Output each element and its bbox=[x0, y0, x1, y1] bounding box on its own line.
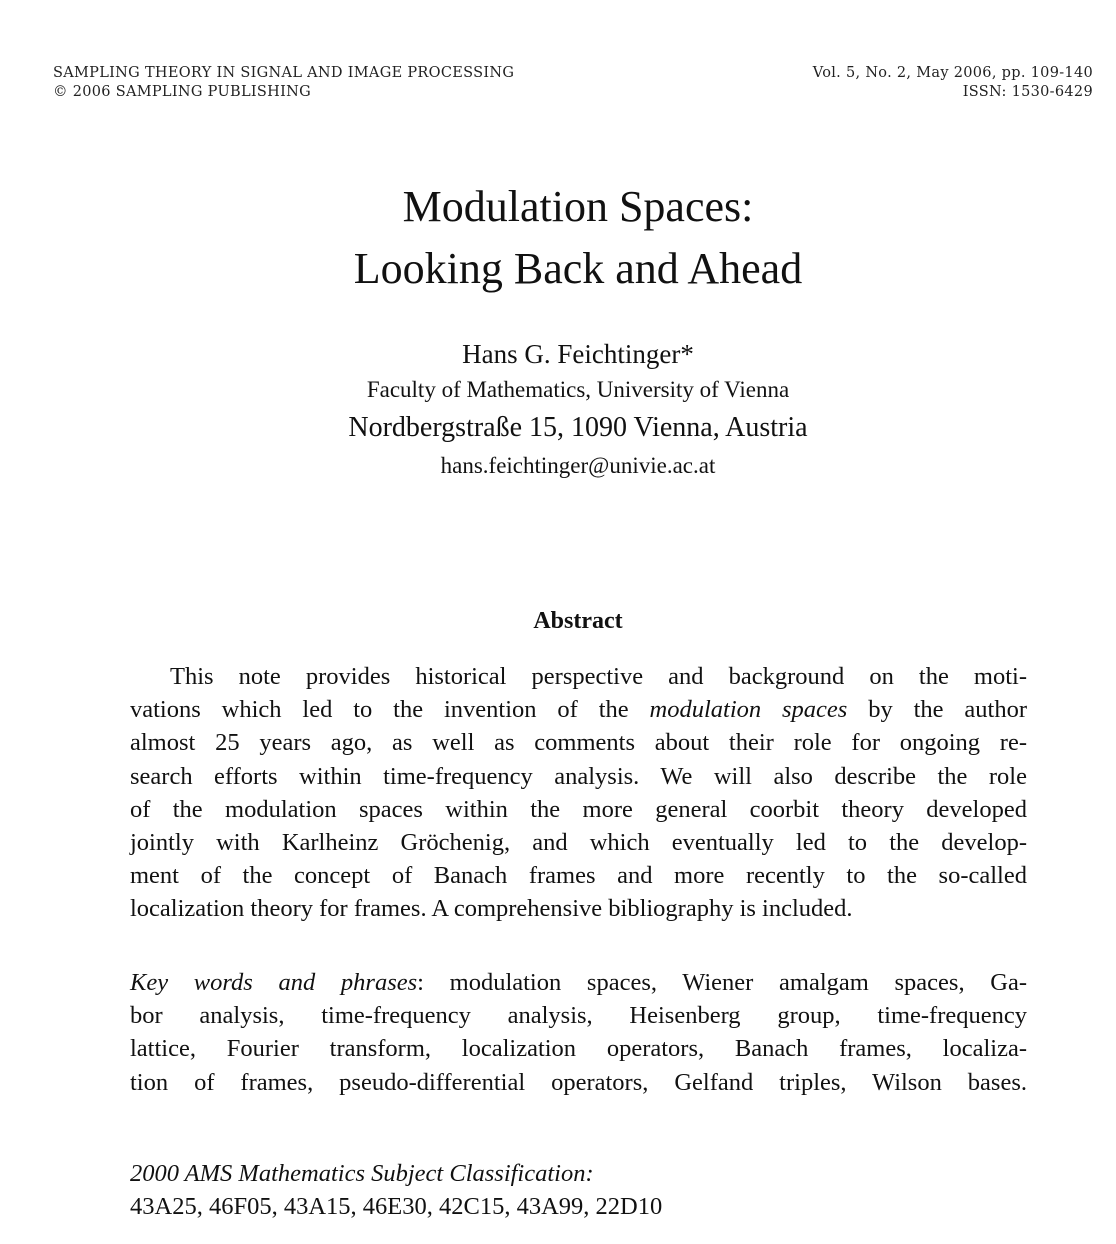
abstract-line: This note provides historical perspective and background on the moti- bbox=[170, 663, 1027, 690]
keywords-line bbox=[130, 966, 1027, 999]
running-header-left bbox=[53, 64, 514, 102]
journal-name: SAMPLING THEORY IN SIGNAL AND IMAGE PROCESSING bbox=[53, 65, 515, 81]
abstract-line: search efforts within time-frequency analysis. We will also describe the role bbox=[130, 762, 1027, 790]
abstract-line: almost 25 years ago, as well as comments about their role for ongoing re- bbox=[130, 729, 1027, 757]
author-address: Nordbergstraße 15, 1090 Vienna, Austria bbox=[348, 412, 808, 443]
keywords-label: Key words and phrases bbox=[130, 969, 418, 996]
abstract-line: jointly with Karlheinz Gröchenig, and which eventually led to the develop- bbox=[130, 828, 1027, 856]
copyright-notice: © 2006 SAMPLING PUBLISHING bbox=[53, 84, 311, 100]
issn: ISSN: 1530-6429 bbox=[962, 84, 1093, 100]
keywords-line: tion of frames, pseudo-differential operators, Gelfand triples, Wilson bases. bbox=[130, 1068, 1027, 1096]
author-name: Hans G. Feichtinger* bbox=[462, 339, 694, 369]
abstract-text: by the author bbox=[868, 696, 1028, 724]
abstract-line: localization theory for frames. A comprehensive bibliography is included. bbox=[130, 895, 853, 923]
running-header-right bbox=[813, 64, 1093, 102]
title-line-2: Looking Back and Ahead bbox=[353, 244, 803, 293]
abstract-line: ment of the concept of Banach frames and more recently to the so-called bbox=[130, 862, 1027, 890]
msc-section bbox=[130, 1157, 662, 1223]
msc-label: 2000 AMS Mathematics Subject Classification: bbox=[130, 1160, 594, 1187]
keywords-line: bor analysis, time-frequency analysis, Heisenberg group, time-frequency bbox=[130, 1002, 1027, 1030]
keywords-section bbox=[130, 966, 1027, 1099]
emphasis-modulation-spaces: modulation spaces bbox=[649, 696, 848, 724]
abstract-body bbox=[130, 660, 1027, 926]
msc-codes: 43A25, 46F05, 43A15, 46E30, 42C15, 43A99, 22D10 bbox=[130, 1193, 663, 1220]
abstract-line bbox=[130, 693, 1027, 726]
volume-info: Vol. 5, No. 2, May 2006, pp. 109-140 bbox=[812, 65, 1093, 81]
abstract-line: of the modulation spaces within the more general coorbit theory developed bbox=[130, 795, 1027, 823]
author-affiliation: Faculty of Mathematics, University of Vienna bbox=[366, 377, 790, 402]
paper-title bbox=[0, 176, 1116, 300]
keywords-line: lattice, Fourier transform, localization operators, Banach frames, localiza- bbox=[130, 1035, 1027, 1063]
author-block bbox=[0, 336, 1116, 484]
keywords-text: : modulation spaces, Wiener amalgam spaces, Ga- bbox=[417, 969, 1027, 996]
author-email: hans.feichtinger@univie.ac.at bbox=[440, 453, 716, 478]
abstract-heading: Abstract bbox=[533, 608, 623, 634]
abstract-text: vations which led to the invention of the bbox=[130, 696, 629, 724]
title-line-1: Modulation Spaces: bbox=[402, 182, 754, 231]
